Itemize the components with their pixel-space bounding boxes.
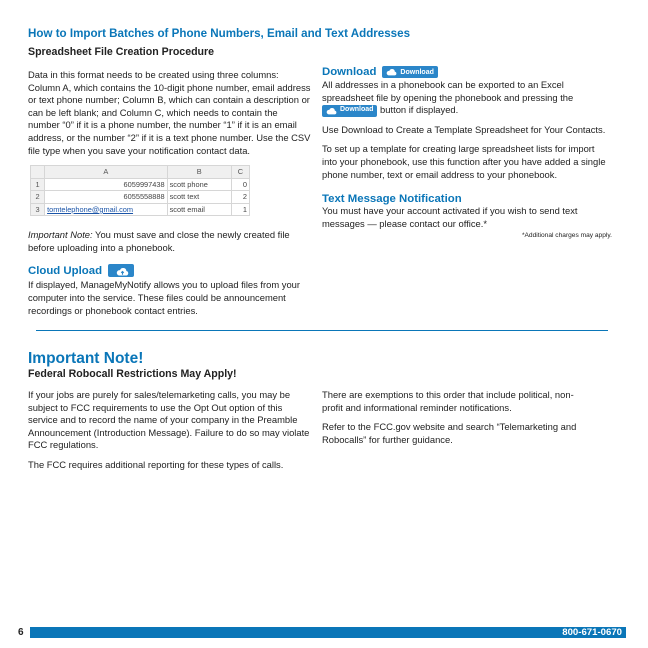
- cloud-upload-heading-row: [28, 264, 312, 277]
- note-left-paragraph-2: The FCC requires additional reporting for these types of calls.: [28, 458, 284, 470]
- inline-download-button-label: Download: [340, 106, 374, 114]
- cell-c: 0: [231, 178, 249, 191]
- column-header-a: A: [45, 166, 168, 179]
- important-note-paragraph: [28, 229, 312, 254]
- inline-download-button[interactable]: [322, 105, 377, 117]
- note-right-paragraph-2: Refer to the FCC.gov website and search “Telemarketing and Robocalls” for further guidance.: [322, 421, 577, 445]
- cell-a: 6055558888: [45, 191, 168, 204]
- table-row: [31, 203, 250, 216]
- setup-paragraph: To set up a template for creating large spreadsheet lists for import into your phonebook, use this function after you have added a single phone number, text or email address to your phonebook.: [322, 143, 606, 180]
- important-note-label: Important Note:: [28, 229, 93, 241]
- cloud-upload-heading: Cloud Upload: [28, 264, 103, 277]
- table-row: [31, 191, 250, 204]
- intro-paragraph: Data in this format needs to be created using three columns: Column A, which contains the 10-digit phone number, email address or text phone number; Column B, which can contain a description or can be left blank; and Column C, which needs to contain the number “0” if it is a phone number, the number “1” if it is an email address, or the number “2” if it is a text phone number. Use the CSV file type when you save your notification contact data.: [28, 69, 311, 156]
- download-text-before: All addresses in a phonebook can be exported to an Excel spreadsheet file by opening the phonebook and pressing the: [322, 79, 574, 103]
- note-right-column: [322, 389, 592, 446]
- page-title: How to Import Batches of Phone Numbers, Email and Text Addresses: [28, 27, 411, 40]
- row-number: 2: [31, 191, 45, 204]
- left-column: [28, 69, 312, 317]
- cell-b: scott phone: [167, 178, 231, 191]
- email-link-cell[interactable]: tomtelephone@gmail.com: [45, 203, 168, 216]
- cell-c: 1: [231, 203, 249, 216]
- note-left-paragraph-1: If your jobs are purely for sales/telemarketing calls, you may be subject to FCC requirements to use the Opt Out option of this service and to record the name of your company in the Preamble Announcement (Introduction Message). Failure to do so may violate FCC regulations.: [28, 389, 310, 451]
- spreadsheet-example: [30, 165, 250, 216]
- cloud-upload-icon: [116, 267, 127, 275]
- download-button-label: Download: [400, 68, 434, 76]
- footer-phone: 800-671-0670: [562, 627, 622, 638]
- download-button[interactable]: [382, 66, 437, 78]
- cloud-download-icon: [326, 107, 337, 115]
- section-divider: [36, 330, 608, 331]
- important-note-title: Important Note!: [28, 350, 144, 367]
- footer-bar: [30, 627, 626, 638]
- row-number: 1: [31, 178, 45, 191]
- section-subtitle: Spreadsheet File Creation Procedure: [28, 46, 215, 58]
- note-right-paragraph-1: There are exemptions to this order that include political, non-profit and informational reminder notifications.: [322, 389, 574, 413]
- text-notification-paragraph: You must have your account activated if you wish to send text messages — please contact our office.*: [322, 205, 578, 229]
- spreadsheet-header-row: [31, 166, 250, 179]
- cloud-upload-button[interactable]: [108, 264, 134, 277]
- text-notification-heading: Text Message Notification: [322, 193, 462, 206]
- right-column: [322, 66, 612, 239]
- download-heading-row: [322, 66, 612, 78]
- cell-c: 2: [231, 191, 249, 204]
- cell-a: 6059997438: [45, 178, 168, 191]
- column-header-c: C: [231, 166, 249, 179]
- row-number: 3: [31, 203, 45, 216]
- template-paragraph: Use Download to Create a Template Spreadsheet for Your Contacts.: [322, 123, 606, 135]
- corner-cell: [31, 166, 45, 179]
- download-heading: Download: [322, 66, 377, 78]
- column-header-b: B: [167, 166, 231, 179]
- download-text-after: button if displayed.: [377, 104, 459, 116]
- important-note-text: You must save and close the newly created file before uploading into a phonebook.: [28, 229, 290, 253]
- note-left-column: [28, 389, 310, 472]
- cell-b: scott text: [167, 191, 231, 204]
- table-row: [31, 178, 250, 191]
- charges-footnote: *Additional charges may apply.: [521, 232, 612, 240]
- page-number: 6: [18, 627, 24, 638]
- important-note-subtitle: Federal Robocall Restrictions May Apply!: [28, 368, 237, 380]
- download-paragraph: [322, 79, 612, 117]
- cell-b: scott email: [167, 203, 231, 216]
- cloud-upload-text: If displayed, ManageMyNotify allows you to upload files from your computer into the service. These files could be announcement recordings or phonebook contact entries.: [28, 279, 301, 316]
- cloud-download-icon: [386, 68, 397, 76]
